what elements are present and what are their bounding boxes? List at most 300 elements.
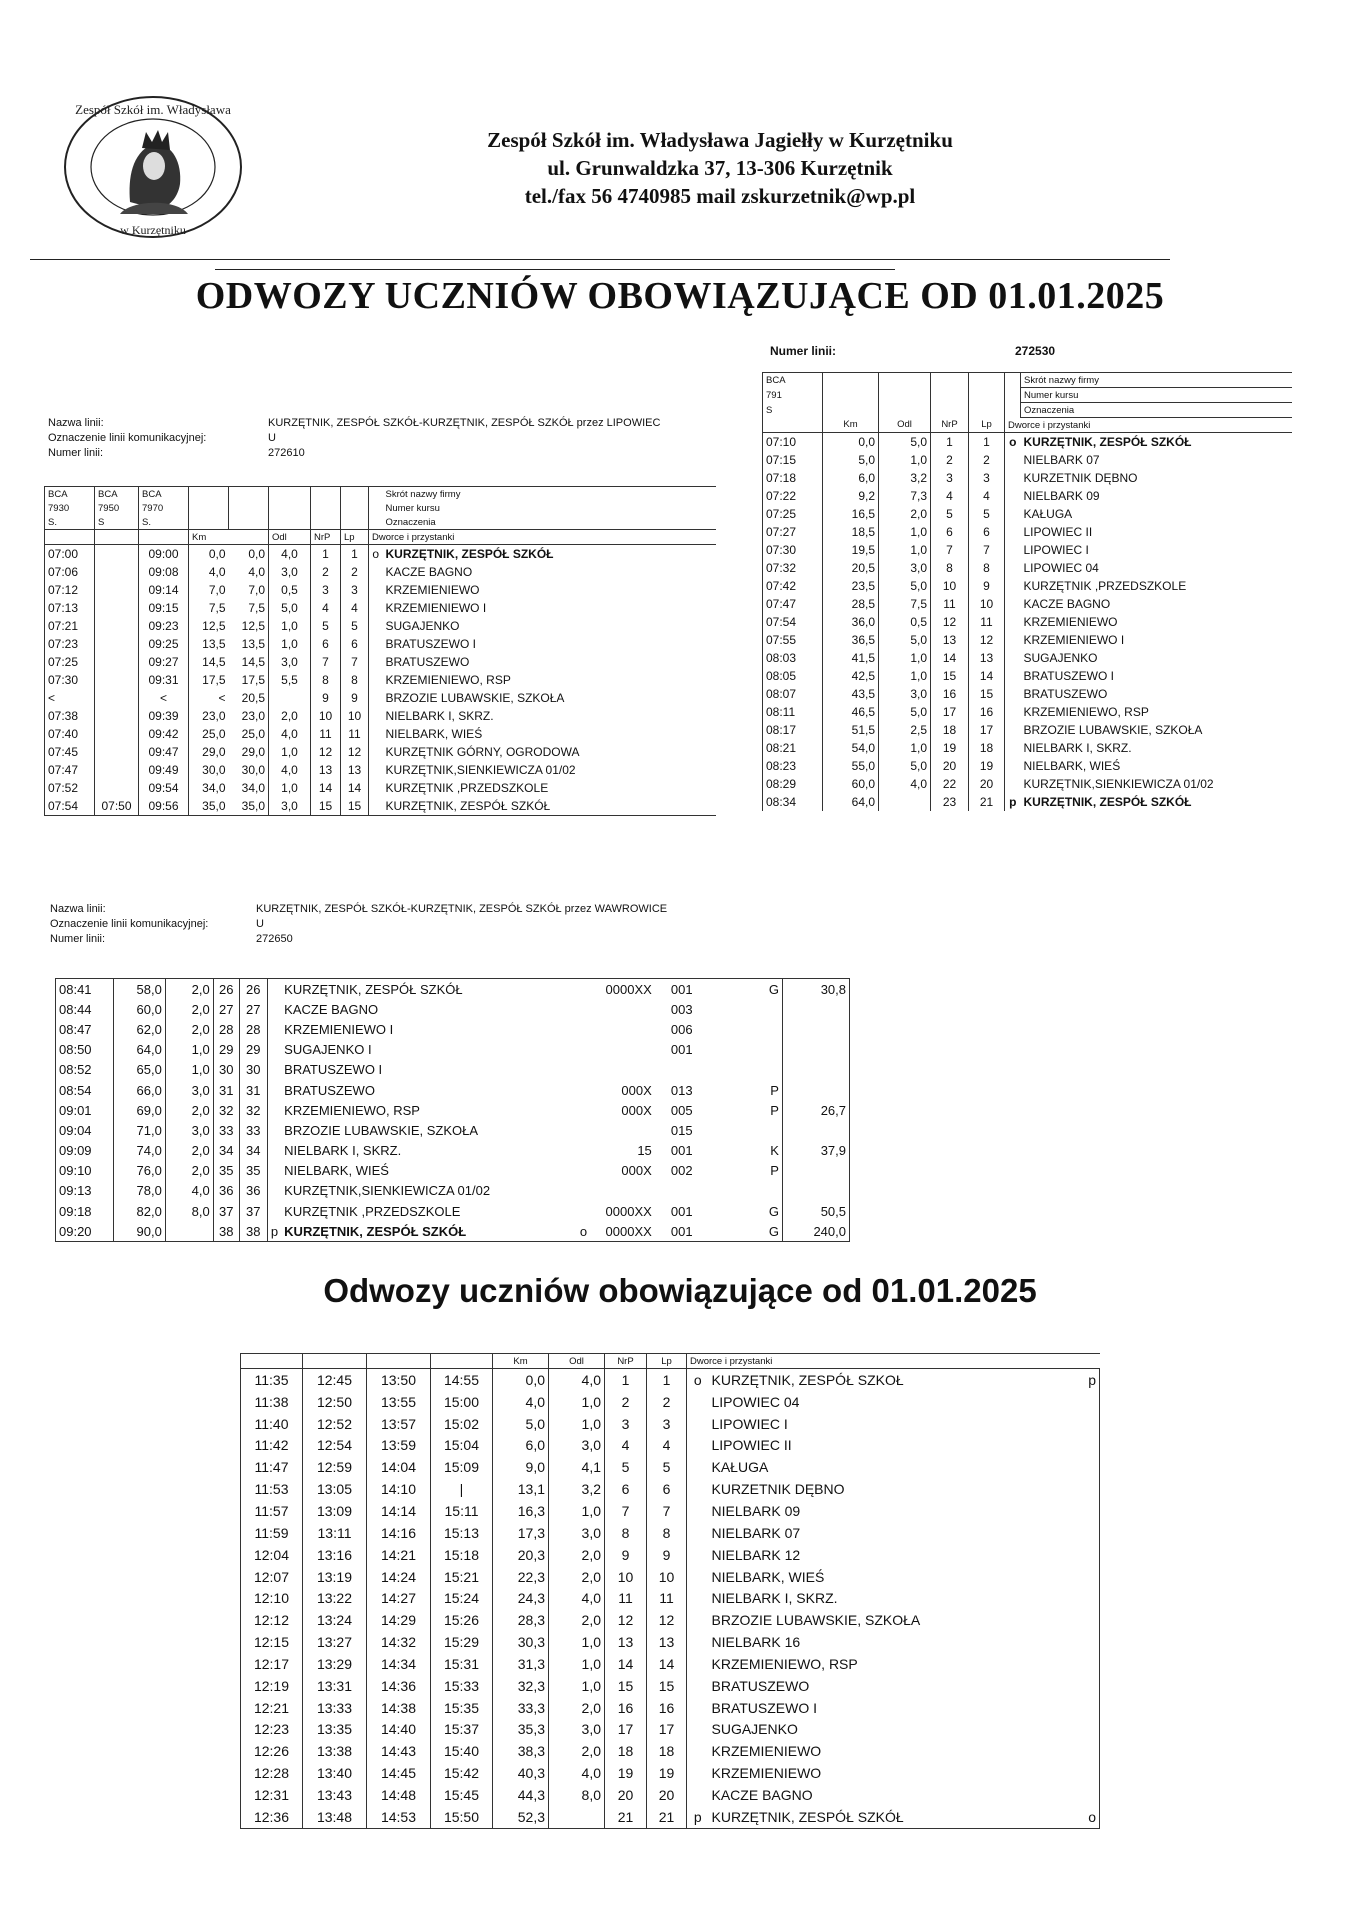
line1-cell: 8 [341,671,369,689]
line4-cell: 9,0 [493,1456,549,1478]
line4-cell [687,1762,709,1784]
line1-cell: 09:42 [139,725,189,743]
table-cell [241,1354,303,1369]
line1-cell [95,635,139,653]
line4-cell: p [687,1806,709,1828]
line2-cell: 1 [931,433,969,452]
line4-cell: 15:31 [431,1653,493,1675]
line2-timetable [762,372,1292,811]
line2-cell: 36,5 [823,631,879,649]
line1-header-cell: 7930 [45,501,95,515]
line4-cell: BRATUSZEWO I [711,1699,818,1716]
line1-cell: 20,5 [241,691,265,705]
line3-cell: 001 [670,1203,693,1219]
line3-cell [577,1120,591,1140]
line1-cell [369,581,383,599]
line3-cell: 09:04 [56,1120,114,1140]
line3-cell [591,1181,655,1201]
line4-cell [687,1522,709,1544]
line3-cell: G [709,979,783,1000]
line2-cell: 20 [931,757,969,775]
line3-cell: 26 [213,979,239,1000]
line2-cell: 9 [969,577,1005,595]
line4-timetable [240,1353,1100,1829]
line4-cell [687,1609,709,1631]
line2-cell: 19 [931,739,969,757]
line2-cell: 22 [931,775,969,793]
line3-cell [165,1221,213,1242]
line3-cell [267,1120,281,1140]
line1-cell: 3 [311,581,341,599]
line2-col-odl: Odl [879,418,931,433]
line4-row [241,1413,1100,1435]
line4-cell: 1,0 [549,1675,605,1697]
line4-cell: 2 [605,1391,647,1413]
line3-row [56,999,850,1019]
line3-cell: 08:44 [56,999,114,1019]
line2-cell: 4 [931,487,969,505]
line3-cell: 015 [670,1122,693,1138]
line1-number-label: Numer linii: [48,447,104,459]
line3-cell [577,1161,591,1181]
line1-col-stops: Dworce i przystanki [369,530,717,545]
line4-cell: 13:40 [303,1762,367,1784]
line1-header-cell [229,487,269,502]
line4-cell [1061,1609,1100,1631]
line3-cell: 1,0 [165,1040,213,1060]
line1-cell: 07:00 [45,545,95,564]
line4-row [241,1587,1100,1609]
line1-cell: 3,0 [269,797,311,816]
line4-cell: 2,0 [549,1609,605,1631]
line4-cell [1061,1500,1100,1522]
line2-cell: 1,0 [879,451,931,469]
school-street: ul. Grunwaldzka 37, 13-306 Kurzętnik [547,156,893,180]
line3-cell: 38 [213,1221,239,1242]
line4-cell: 12 [647,1609,687,1631]
line4-cell: 10 [605,1566,647,1588]
line4-cell: 2,0 [549,1544,605,1566]
line3-cell: 000X [621,1082,652,1098]
line4-cell: 35,3 [493,1719,549,1741]
line1-cell: 09:47 [139,743,189,761]
line3-cell: 66,0 [113,1080,165,1100]
line2-cell: KURZĘTNIK, ZESPÓŁ SZKÓŁ [1023,435,1192,449]
line1-cell: 29,0 [189,743,229,761]
line4-cell: 12:45 [303,1369,367,1391]
line4-cell: 17,3 [493,1522,549,1544]
line3-row [56,1221,850,1242]
line4-cell: 12:54 [303,1435,367,1457]
line2-cell: 3,0 [879,685,931,703]
line4-cell [687,1675,709,1697]
line3-cell: 28 [239,1019,267,1039]
line4-cell: | [431,1478,493,1500]
line1-cell [369,653,383,671]
line4-cell: 17 [605,1719,647,1741]
line1-cell: 09:31 [139,671,189,689]
line4-cell: 11:38 [241,1391,303,1413]
line2-cell: 51,5 [823,721,879,739]
line3-cell: 001 [670,981,693,997]
line1-cell: 12 [311,743,341,761]
line2-cell: 4,0 [879,775,931,793]
line1-timetable [44,486,716,816]
line1-cell [369,689,383,707]
line4-cell: 11:53 [241,1478,303,1500]
line4-row [241,1719,1100,1741]
line1-cell [95,707,139,725]
line1-cell: 3 [341,581,369,599]
line2-row [763,577,1293,595]
line3-cell: 2,0 [165,1161,213,1181]
line4-cell: 19 [647,1762,687,1784]
line3-cell [782,1040,849,1060]
line2-header-cell [823,373,879,388]
line3-row [56,979,850,1000]
line4-cell: 13:33 [303,1697,367,1719]
line2-cell: SUGAJENKO [1023,651,1098,665]
line1-header-cell [311,487,341,502]
line3-cell: 62,0 [113,1019,165,1039]
line3-cell [591,1019,655,1039]
line3-cell: 08:41 [56,979,114,1000]
line2-row [763,559,1293,577]
line3-meta [50,902,750,947]
line1-cell [369,617,383,635]
line1-cell: 13,5 [189,635,229,653]
line4-cell: BRATUSZEWO [711,1677,810,1694]
line1-cell: 09:23 [139,617,189,635]
line3-cell [782,1181,849,1201]
line4-cell: 12:52 [303,1413,367,1435]
line1-row [45,545,717,564]
line4-cell: 19 [605,1762,647,1784]
line2-row [763,469,1293,487]
line1-cell: 07:30 [45,671,95,689]
line1-cell: 1 [341,545,369,564]
line2-cell: 07:30 [763,541,823,559]
line3-cell [267,1100,281,1120]
line4-cell: 4,0 [549,1587,605,1609]
line4-cell: 13:55 [367,1391,431,1413]
line4-cell: 3 [605,1413,647,1435]
line3-cell [577,999,591,1019]
line4-cell: 14:48 [367,1784,431,1806]
line4-cell: 17 [647,1719,687,1741]
line1-cell: < [189,689,229,707]
line2-cell: 19,5 [823,541,879,559]
line4-cell: 12:12 [241,1609,303,1631]
line1-number-value: 272610 [268,447,305,459]
line2-cell: 07:54 [763,613,823,631]
line4-cell: 11:59 [241,1522,303,1544]
line3-cell [591,1060,655,1080]
line4-cell: 15:21 [431,1566,493,1588]
line4-cell: 22,3 [493,1566,549,1588]
line1-cell: 14 [311,779,341,797]
line4-cell: 13:48 [303,1806,367,1828]
line3-cell [577,1060,591,1080]
line3-cell: 26 [239,979,267,1000]
line1-header-cell [269,501,311,515]
line1-cell: 2 [341,563,369,581]
line2-cell: 07:32 [763,559,823,577]
line3-cell: 74,0 [113,1141,165,1161]
line2-cell: 18,5 [823,523,879,541]
line1-col-lp: Lp [341,530,369,545]
line2-cell [1005,451,1021,469]
line2-header-cell [969,403,1005,418]
line2-row [763,775,1293,793]
line4-cell [687,1413,709,1435]
line3-cell: 71,0 [113,1120,165,1140]
line4-cell: 1,0 [549,1413,605,1435]
line4-cell: 14:38 [367,1697,431,1719]
line3-cell: 36 [239,1181,267,1201]
line1-row [45,779,717,797]
line2-header-cell [823,403,879,418]
line2-cell: LIPOWIEC I [1023,543,1089,557]
line1-cell: 7,5 [248,601,265,615]
line4-cell: 6,0 [493,1435,549,1457]
line2-meta [770,344,1270,359]
line4-col-odl: Odl [549,1354,605,1369]
line2-cell: 08:34 [763,793,823,811]
line3-cell: 09:10 [56,1161,114,1181]
line2-cell: 16,5 [823,505,879,523]
line1-header-row [45,487,717,502]
line3-cell: 33 [213,1120,239,1140]
line1-cell: 1,0 [269,635,311,653]
line4-cell: 11:57 [241,1500,303,1522]
line2-cell: KURZETNIK DĘBNO [1023,471,1138,485]
line4-cell: 30,3 [493,1631,549,1653]
line1-header-cell [369,487,383,502]
line1-header-cell [341,487,369,502]
line4-cell [1061,1522,1100,1544]
line2-header-cell [1005,403,1021,418]
line4-cell: 11:42 [241,1435,303,1457]
line2-number-value: 272530 [1015,344,1056,358]
line4-cell: 15:33 [431,1675,493,1697]
line4-cell [1061,1587,1100,1609]
line2-cell: 13 [969,649,1005,667]
line2-cell: KURZĘTNIK ,PRZEDSZKOLE [1023,579,1187,593]
line4-cell: 5 [605,1456,647,1478]
line2-cell: 3,0 [879,559,931,577]
line2-cell [1005,649,1021,667]
line1-cell: BRATUSZEWO I [385,637,476,651]
line2-header-cell [1005,388,1021,403]
line4-cell: 14:55 [431,1369,493,1391]
line4-cell: o [687,1369,709,1391]
line3-row [56,1201,850,1221]
line4-cell: 7 [605,1500,647,1522]
line3-cell [782,1060,849,1080]
line1-cell [95,563,139,581]
line3-cell: 15 [637,1143,652,1159]
line2-cell: 20,5 [823,559,879,577]
line1-cell: 23,0 [189,707,229,725]
line4-cell: 3,0 [549,1435,605,1457]
line3-cell: 33 [239,1120,267,1140]
line4-cell: 13:27 [303,1631,367,1653]
line2-header-cell: BCA [763,373,823,388]
line2-cell: 07:42 [763,577,823,595]
line2-cell: 3 [931,469,969,487]
line3-cell: 82,0 [113,1201,165,1221]
line4-cell [1061,1435,1100,1457]
line1-header-cell [311,501,341,515]
line2-col-km: Km [823,418,879,433]
line2-cell: 6 [969,523,1005,541]
line1-cell: 5 [311,617,341,635]
school-address-block [380,126,1060,210]
line4-cell: o [1061,1806,1100,1828]
line1-cell [369,707,383,725]
line1-cell: 7 [341,653,369,671]
line3-cell: 36 [213,1181,239,1201]
line1-cell: 07:25 [45,653,95,671]
line4-cell: 9 [647,1544,687,1566]
line4-cell: 15:26 [431,1609,493,1631]
line1-cell [95,689,139,707]
line1-col-nrp: NrP [311,530,341,545]
line1-header-cell: BCA [45,487,95,502]
line3-cell: 90,0 [113,1221,165,1242]
line3-cell: P [709,1100,783,1120]
line3-cell [709,1040,783,1060]
line4-cell: 15:18 [431,1544,493,1566]
line4-cell: BRZOZIE LUBAWSKIE, SZKOŁA [711,1612,921,1629]
line3-cell: 000X [621,1163,652,1179]
line2-cell: 17 [969,721,1005,739]
line4-col-km: Km [493,1354,549,1369]
line2-cell: 28,5 [823,595,879,613]
line2-cell: KRZEMIENIEWO I [1023,633,1125,647]
line1-cell: 1 [311,545,341,564]
line2-cell: BRATUSZEWO I [1023,669,1114,683]
line2-cell: 8 [969,559,1005,577]
line2-header-cell [969,388,1005,403]
line2-cell: 0,5 [879,613,931,631]
line3-cell: 2,0 [165,1019,213,1039]
line3-cell: KRZEMIENIEWO I [284,1021,394,1037]
line4-cell: 15:13 [431,1522,493,1544]
line3-cell: KURZĘTNIK ,PRZEDSZKOLE [284,1203,461,1219]
line1-cell [369,671,383,689]
line1-cell: 5 [341,617,369,635]
line4-cell [687,1500,709,1522]
line2-row [763,433,1293,452]
line4-cell: 2,0 [549,1566,605,1588]
line1-cell: 07:45 [45,743,95,761]
line2-cell: 07:22 [763,487,823,505]
line2-header-cell: 791 [763,388,823,403]
line1-cell: 34,0 [189,779,229,797]
line2-cell [1005,631,1021,649]
line1-cell [369,797,383,816]
line4-cell: 15 [605,1675,647,1697]
line3-cell: 001 [670,1042,693,1058]
line3-cell [267,1141,281,1161]
line3-row [56,1100,850,1120]
line1-cell: 12,5 [241,619,265,633]
line4-cell [687,1478,709,1500]
line1-header-cell: BCA [95,487,139,502]
line4-cell [687,1456,709,1478]
line2-cell: 12 [931,613,969,631]
line2-cell: 17 [931,703,969,721]
line4-cell: 12:10 [241,1587,303,1609]
line4-cell: 15:45 [431,1784,493,1806]
line4-cell: 38,3 [493,1740,549,1762]
line2-cell [1005,721,1021,739]
line1-cell: 4 [311,599,341,617]
line1-header-cell [229,515,269,530]
line2-cell: 46,5 [823,703,879,721]
line3-cell [577,1080,591,1100]
line2-number-label: Numer linii: [770,344,837,358]
line1-cell: < [139,689,189,707]
line4-cell: 12:21 [241,1697,303,1719]
line2-cell [1005,775,1021,793]
line3-cell: P [709,1080,783,1100]
line1-cell: 07:13 [45,599,95,617]
line1-cell: 10 [311,707,341,725]
line4-cell: 3,2 [549,1478,605,1500]
line3-cell [782,1019,849,1039]
line2-cell [1005,487,1021,505]
line3-cell: NIELBARK I, SKRZ. [284,1143,402,1159]
line1-cell: 09:56 [139,797,189,816]
line4-cell [687,1784,709,1806]
line3-cell: SUGAJENKO I [284,1042,372,1058]
line4-cell: 11:35 [241,1369,303,1391]
line4-cell: 12:36 [241,1806,303,1828]
line2-cell: 0,0 [823,433,879,452]
line2-cell: 7,5 [879,595,931,613]
line1-cell [369,743,383,761]
line2-cell: 14 [931,649,969,667]
line1-cell: 07:12 [45,581,95,599]
line1-cell: 09:14 [139,581,189,599]
line1-cell: 4,0 [269,545,311,564]
line3-cell: 29 [213,1040,239,1060]
line4-col-lp: Lp [647,1354,687,1369]
line1-header-cell [369,501,383,515]
line1-header-cell: BCA [139,487,189,502]
line4-cell: 14 [605,1653,647,1675]
line4-cell: KACZE BAGNO [711,1786,813,1803]
line2-cell: 23,5 [823,577,879,595]
line4-row [241,1369,1100,1391]
line2-header-cell: Skrót nazwy firmy [1021,373,1293,388]
line2-cell: 08:23 [763,757,823,775]
line4-cell: 13:38 [303,1740,367,1762]
line2-header-cell [969,373,1005,388]
line1-cell: 15 [341,797,369,816]
line3-cell [267,1019,281,1039]
line4-row [241,1762,1100,1784]
line2-row [763,595,1293,613]
line3-cell: 38 [239,1221,267,1242]
line4-cell: 13:50 [367,1369,431,1391]
line2-cell: 42,5 [823,667,879,685]
line3-cell: 2,0 [165,979,213,1000]
line4-cell: 3,0 [549,1719,605,1741]
